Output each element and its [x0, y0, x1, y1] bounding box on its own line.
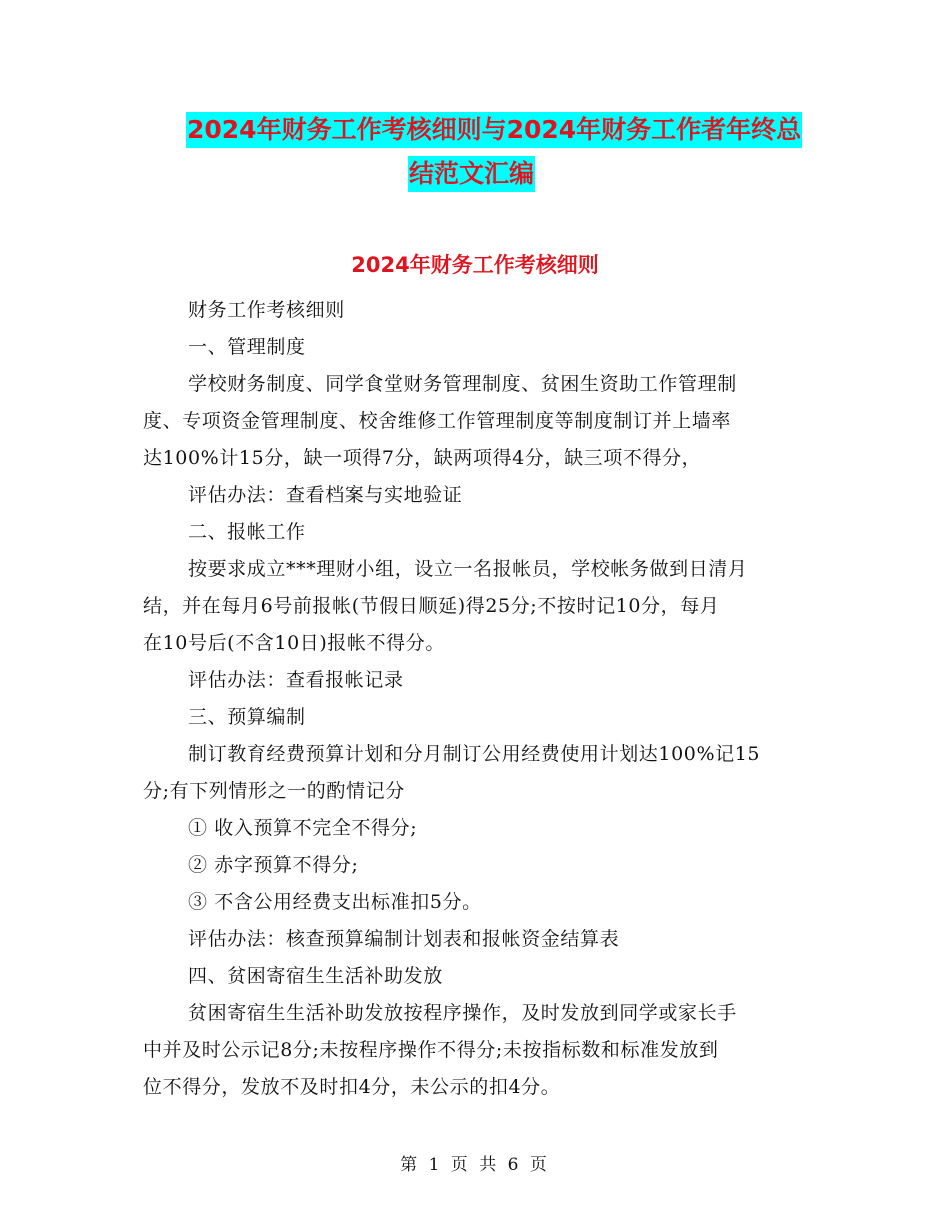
paragraph-line: 达100%计15分，缺一项得7分，缺两项得4分，缺三项不得分，	[143, 447, 702, 469]
page-footer: 第 1 页 共 6 页	[400, 1155, 550, 1175]
paragraph-line: 财务工作考核细则	[188, 299, 345, 321]
paragraph-line: 中并及时公示记8分;未按程序操作不得分;未按指标数和标准发放到	[143, 1039, 719, 1061]
paragraph-line: ② 赤字预算不得分;	[188, 854, 359, 876]
paragraph-line: 三、预算编制	[188, 706, 306, 728]
section-heading: 2024年财务工作考核细则	[351, 253, 599, 277]
paragraph-line: ③ 不含公用经费支出标准扣5分。	[188, 891, 482, 913]
paragraph-line: 评估办法：查看档案与实地验证	[188, 484, 463, 506]
document-body	[143, 292, 808, 1106]
paragraph-line: ① 收入预算不完全不得分;	[188, 817, 418, 839]
paragraph-line: 位不得分，发放不及时扣4分，未公示的扣4分。	[143, 1076, 561, 1098]
paragraph-line: 一、管理制度	[188, 336, 306, 358]
paragraph-line: 按要求成立***理财小组，设立一名报帐员，学校帐务做到日清月	[188, 558, 748, 580]
paragraph-line: 分;有下列情形之一的酌情记分	[143, 780, 405, 802]
paragraph-line: 二、报帐工作	[188, 521, 306, 543]
title-line-2: 结范文汇编	[408, 156, 535, 192]
paragraph-line: 学校财务制度、同学食堂财务管理制度、贫困生资助工作管理制	[188, 373, 737, 395]
paragraph-line: 度、专项资金管理制度、校舍维修工作管理制度等制度制订并上墙率	[143, 410, 732, 432]
paragraph-line: 四、贫困寄宿生生活补助发放	[188, 965, 443, 987]
paragraph-line: 贫困寄宿生生活补助发放按程序操作，及时发放到同学或家长手	[188, 1002, 737, 1024]
title-line-1: 2024年财务工作考核细则与2024年财务工作者年终总	[186, 112, 802, 148]
paragraph-line: 评估办法：查看报帐记录	[188, 669, 404, 691]
paragraph-line: 在10号后(不含10日)报帐不得分。	[143, 632, 445, 654]
paragraph-line: 制订教育经费预算计划和分月制订公用经费使用计划达100%记15	[188, 743, 761, 765]
paragraph-line: 结，并在每月6号前报帐(节假日顺延)得25分;不按时记10分，每月	[143, 595, 720, 617]
paragraph-line: 评估办法：核查预算编制计划表和报帐资金结算表	[188, 928, 620, 950]
